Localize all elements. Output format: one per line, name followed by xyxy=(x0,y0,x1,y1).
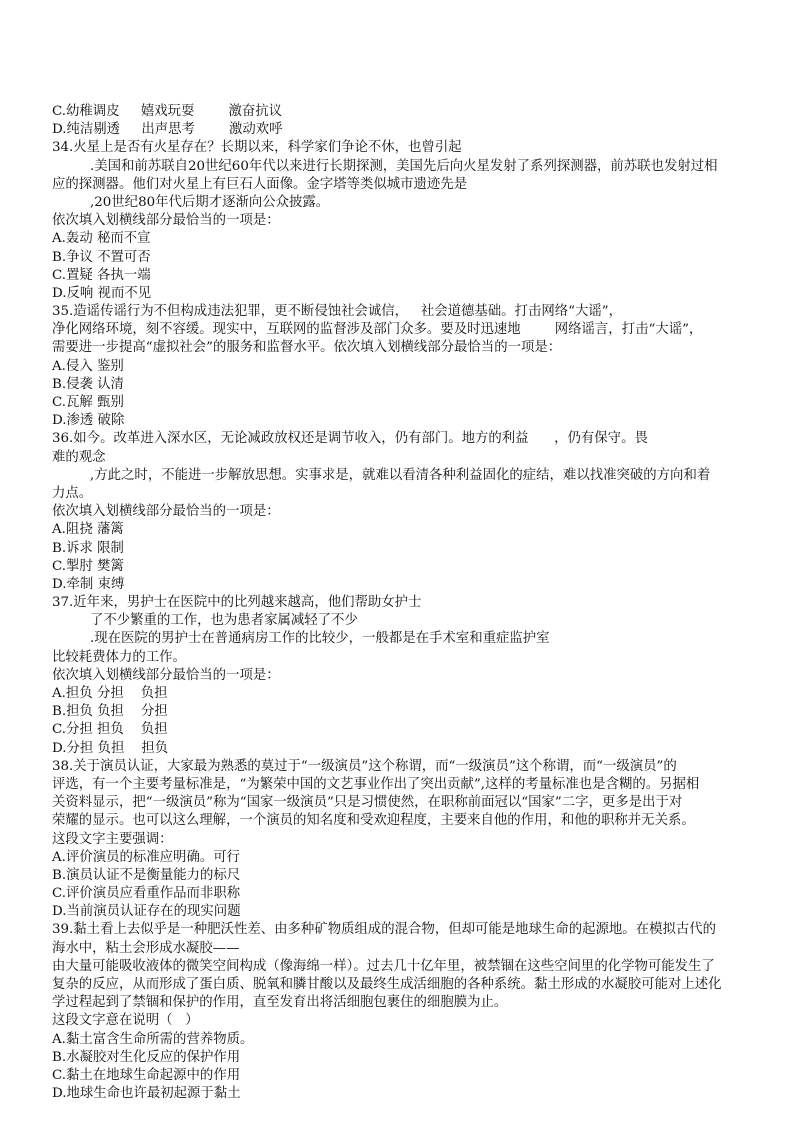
text-line: 海水中，粘土会形成水凝胶—— xyxy=(52,940,240,956)
document-page xyxy=(52,103,760,1103)
text-line: D.渗透 破除 xyxy=(52,413,125,429)
text-line: 难的观念 xyxy=(52,449,106,465)
text-line: D.牵制 束缚 xyxy=(52,576,125,592)
text-line: ,20世纪80年代后期才逐渐向公众披露。 xyxy=(90,194,330,210)
text-line: A.侵入 鉴别 xyxy=(52,358,124,374)
text-line: 34.火星上是否有火星存在？长期以来，科学家们争论不休，也曾引起 xyxy=(52,140,462,156)
text-line: C.黏土在地球生命起源中的作用 xyxy=(52,1067,241,1083)
text-line: C.分担 担负 负担 xyxy=(52,722,168,738)
text-line: 荣耀的显示。也可以这么理解，一个演员的知名度和受欢迎程度，主要来自他的作用，和他的职称并无关系。 xyxy=(52,813,695,829)
text-line: .现在医院的男护士在普通病房工作的比较少，一般都是在手术室和重症监护室 xyxy=(90,631,550,647)
text-line: 39.黏土看上去似乎是一种肥沃性差、由多种矿物质组成的混合物，但却可能是地球生命的起源地。在模拟古代的 xyxy=(52,922,717,938)
text-line: 35.造谣传谣行为不但构成违法犯罪，更不断侵蚀社会诚信， 社会道德基础。打击网络“大谣”， xyxy=(52,304,622,320)
text-line: A.轰动 秘而不宣 xyxy=(52,231,151,247)
text-line: ,方此之时，不能进一步解放思想。实事求是，就难以看清各种利益固化的症结，难以找准突破的方向和着 xyxy=(90,467,711,483)
text-line: D.当前演员认证存在的现实问题 xyxy=(52,904,241,920)
text-line: D.反响 视而不见 xyxy=(52,285,152,301)
text-line: 需要进一步提高“虚拟社会”的服务和监督水平。依次填入划横线部分最恰当的一项是： xyxy=(52,340,562,356)
text-line: A.阻挠 藩篱 xyxy=(52,522,124,538)
text-line: 36.如今。改革进入深水区，无论减政放权还是调节收入，仍有部门。地方的利益 ，仍有保守。畏 xyxy=(52,431,648,447)
text-line: B.侵袭 认清 xyxy=(52,376,124,392)
text-line: 应的探测器。他们对火星上有巨石人面像。金字塔等类似城市遗迹先是 xyxy=(52,176,468,192)
text-line: B.争议 不置可否 xyxy=(52,249,151,265)
text-line: C.评价演员应看重作品而非职称 xyxy=(52,886,241,902)
text-line: A.评价演员的标准应明确。可行 xyxy=(52,849,241,865)
text-line: 学过程起到了禁锢和保护的作用，直至发育出将活细胞包裹住的细胞膜为止。 xyxy=(52,995,508,1011)
text-line: 依次填入划横线部分最恰当的一项是： xyxy=(52,667,280,683)
text-line: .美国和前苏联自20世纪60年代以来进行长期探测，美国先后向火星发射了系列探测器，前苏联也发射过相 xyxy=(90,158,718,174)
text-line: A.黏土富含生命所需的营养物质。 xyxy=(52,1031,254,1047)
text-line: C.掣肘 樊篱 xyxy=(52,558,124,574)
text-line: C.瓦解 甄别 xyxy=(52,395,124,410)
text-line: B.诉求 限制 xyxy=(52,540,124,556)
text-line: D.分担 负担 担负 xyxy=(52,740,169,756)
text-line: 依次填入划横线部分最恰当的一项是： xyxy=(52,504,280,520)
text-line: 依次填入划横线部分最恰当的一项是： xyxy=(52,213,280,229)
text-line: 评选，有一个主要考量标准是，“为繁荣中国的文艺事业作出了突出贡献”,这样的考量标准也是含糊的。另据相 xyxy=(52,776,700,792)
text-line: B.演员认证不是衡量能力的标尺 xyxy=(52,867,241,883)
text-line: 复杂的反应，从而形成了蛋白质、脱氧和膦甘酸以及最终生成活细胞的各种系统。黏土形成的水凝胶可能对上述化 xyxy=(52,977,722,992)
text-line: 38.关于演员认证，大家最为熟悉的莫过于“一级演员”这个称谓，而“一级演员”这个称谓，而“一级演员”的 xyxy=(52,758,677,774)
text-line: 这段文字主要强调： xyxy=(52,831,173,847)
text-line: 37.近年来，男护士在医院中的比列越来越高，他们帮助女护士 xyxy=(52,595,422,611)
text-line: C.幼稚调皮 嬉戏玩耍 激奋抗议 xyxy=(52,104,283,119)
text-line: 由大量可能吸收液体的微笑空间构成（像海绵一样）。过去几十亿年里，被禁锢在这些空间里的化学物可能发生了 xyxy=(52,958,715,974)
text-line: C.置疑 各执一端 xyxy=(52,267,151,283)
text-line: 比较耗费体力的工作。 xyxy=(52,649,186,665)
text-line: 了不少繁重的工作，也为患者家属减轻了不少 xyxy=(90,613,358,629)
text-line: D.地球生命也许最初起源于黏土 xyxy=(52,1086,241,1102)
text-line: A.担负 分担 负担 xyxy=(52,686,168,701)
text-line: 净化网络环境，刻不容缓。现实中，互联网的监督涉及部门众多。要及时迅速地 网络谣言，打击“大谣”， xyxy=(52,322,703,338)
text-line: B.担负 负担 分担 xyxy=(52,704,168,720)
text-line: B.水凝胶对生化反应的保护作用 xyxy=(52,1049,241,1065)
text-line: 力点。 xyxy=(52,485,93,501)
text-line: 关资料显示，把“一级演员”称为“国家一级演员”只是习惯使然，在职称前面冠以“国家”二字，更多是出于对 xyxy=(52,795,683,811)
text-line: 这段文字意在说明（ ） xyxy=(52,1013,199,1029)
text-line: D.纯洁剔透 出声思考 激动欢呼 xyxy=(52,122,283,138)
